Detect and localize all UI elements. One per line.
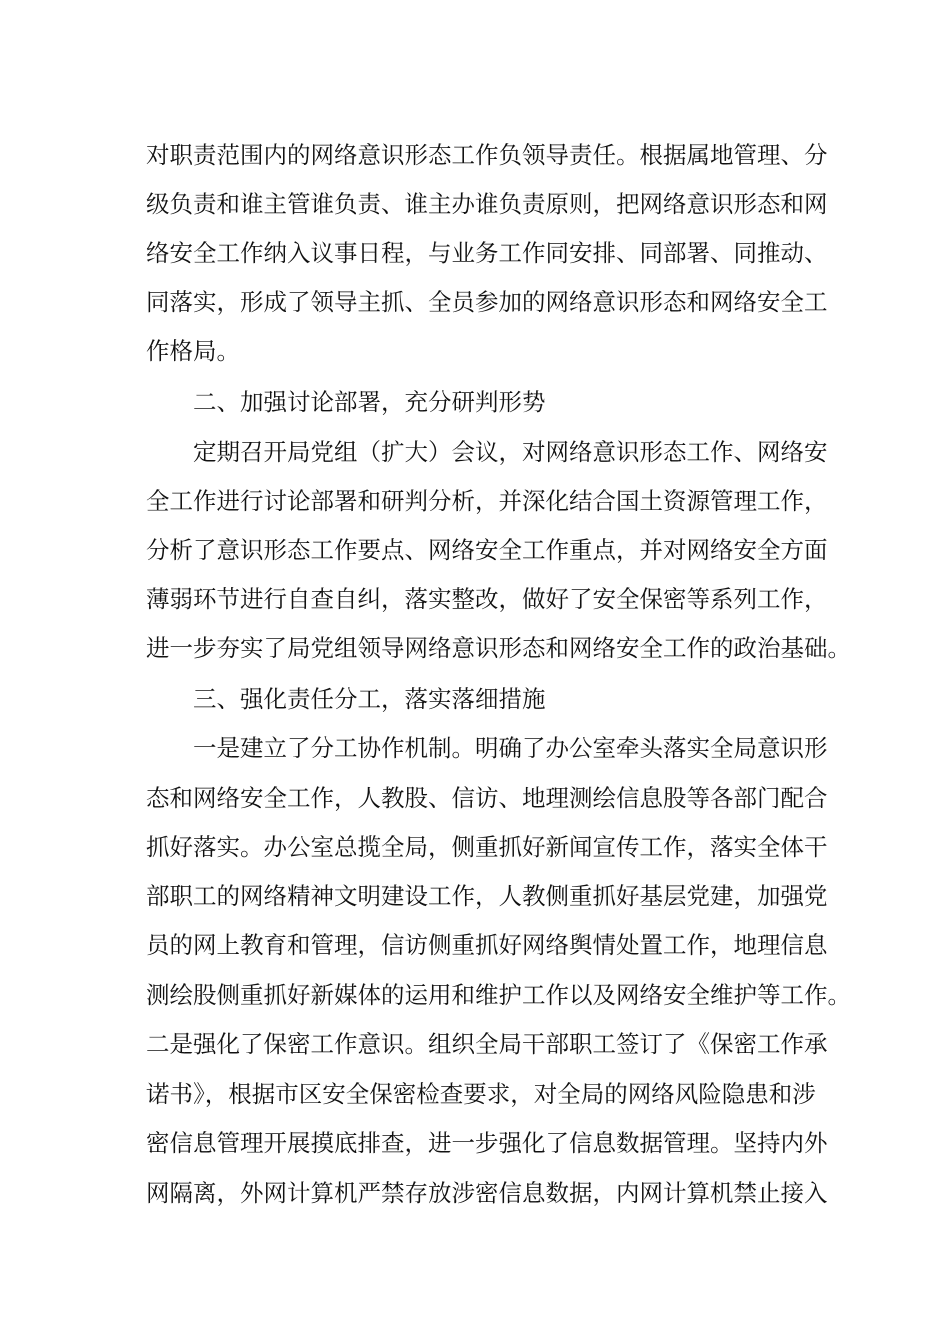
paragraph-line: 测绘股侧重抓好新媒体的运用和维护工作以及网络安全维护等工作。 (146, 981, 851, 1009)
paragraph-line: 二是强化了保密工作意识。组织全局干部职工签订了《保密工作承 (146, 1030, 828, 1058)
paragraph-line: 抓好落实。办公室总揽全局，侧重抓好新闻宣传工作，落实全体干 (146, 833, 828, 861)
paragraph-line: 级负责和谁主管谁负责、谁主办谁负责原则，把网络意识形态和网 (146, 190, 828, 218)
paragraph-line: 作格局。 (146, 337, 240, 365)
paragraph-line: 密信息管理开展摸底排查，进一步强化了信息数据管理。坚持内外 (146, 1129, 828, 1157)
paragraph-line: 定期召开局党组（扩大）会议，对网络意识形态工作、网络安 (193, 438, 828, 466)
paragraph-line: 员的网上教育和管理，信访侧重抓好网络舆情处置工作，地理信息 (146, 931, 828, 959)
paragraph-line: 全工作进行讨论部署和研判分析，并深化结合国土资源管理工作， (146, 487, 828, 515)
paragraph-line: 部职工的网络精神文明建设工作，人教侧重抓好基层党建，加强党 (146, 882, 828, 910)
paragraph-line: 络安全工作纳入议事日程，与业务工作同安排、同部署、同推动、 (146, 239, 828, 267)
paragraph-line: 分析了意识形态工作要点、网络安全工作重点，并对网络安全方面 (146, 536, 828, 564)
section-heading: 二、加强讨论部署，充分研判形势 (193, 388, 546, 416)
paragraph-line: 诺书》，根据市区安全保密检查要求，对全局的网络风险隐患和涉 (146, 1080, 816, 1108)
paragraph-line: 同落实，形成了领导主抓、全员参加的网络意识形态和网络安全工 (146, 288, 828, 316)
paragraph-line: 网隔离，外网计算机严禁存放涉密信息数据，内网计算机禁止接入 (146, 1179, 828, 1207)
paragraph-line: 对职责范围内的网络意识形态工作负领导责任。根据属地管理、分 (146, 141, 828, 169)
paragraph-line: 一是建立了分工协作机制。明确了办公室牵头落实全局意识形 (193, 734, 828, 762)
paragraph-line: 态和网络安全工作，人教股、信访、地理测绘信息股等各部门配合 (146, 784, 828, 812)
paragraph-line: 进一步夯实了局党组领导网络意识形态和网络安全工作的政治基础。 (146, 634, 851, 662)
section-heading: 三、强化责任分工，落实落细措施 (193, 685, 546, 713)
paragraph-line: 薄弱环节进行自查自纠，落实整改，做好了安全保密等系列工作， (146, 585, 828, 613)
